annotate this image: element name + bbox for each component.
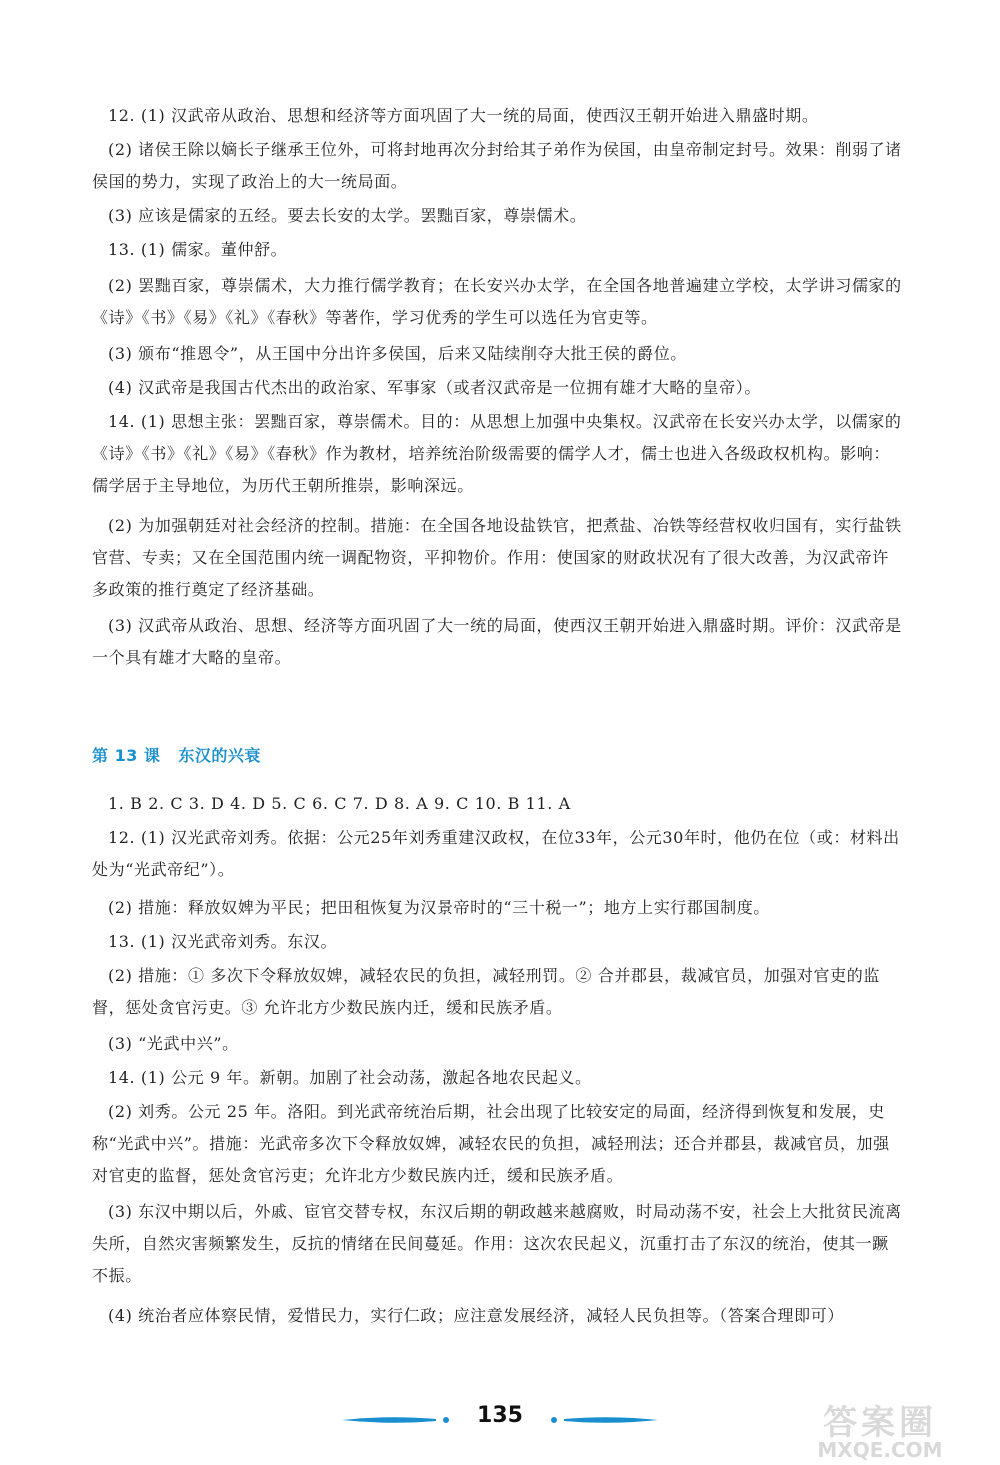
answer-line: (4) 汉武帝是我国古代杰出的政治家、军事家（或者汉武帝是一位拥有雄才大略的皇帝）。 xyxy=(108,378,761,397)
footer-left-line xyxy=(342,1417,436,1423)
footer-right-dot xyxy=(551,1417,557,1423)
answer-line: (3) 颁布“推恩令”，从王国中分出许多侯国，后来又陆续削夺大批王侯的爵位。 xyxy=(108,344,687,363)
answer-line: 14. (1) 思想主张：罢黜百家，尊崇儒术。目的：从思想上加强中央集权。汉武帝在长安兴办太学，以儒家的《诗》《书》《礼》《易》《春秋》作为教材，培养统治阶级需要的儒学人才，儒士也进入各级政权机构。影响：儒学居于主导地位，为历代王朝所推崇，影响深远。 xyxy=(92,412,902,495)
watermark-logo xyxy=(780,1395,980,1462)
page-number: 135 xyxy=(477,1403,523,1428)
answer-line: 12. (1) 汉光武帝刘秀。依据：公元25年刘秀重建汉政权，在位33年，公元30年时，他仍在位（或：材料出处为“光武帝纪”）。 xyxy=(92,828,900,879)
answer-line: (3) 汉武帝从政治、思想、经济等方面巩固了大一统的局面，使西汉王朝开始进入鼎盛时期。评价：汉武帝是一个具有雄才大略的皇帝。 xyxy=(92,616,902,667)
answer-line: (3) 东汉中期以后，外戚、宦官交替专权，东汉后期的朝政越来越腐败，时局动荡不安，社会上大批贫民流离失所，自然灾害频繁发生，反抗的情绪在民间蔓延。作用：这次农民起义，沉重打击了东汉的统治，使其一蹶不振。 xyxy=(92,1202,902,1285)
answer-line: (2) 为加强朝廷对社会经济的控制。措施：在全国各地设盐铁官，把煮盐、冶铁等经营权收归国有，实行盐铁官营、专卖；又在全国范围内统一调配物资，平抑物价。作用：使国家的财政状况有了很大改善，为汉武帝许多政策的推行奠定了经济基础。 xyxy=(92,516,902,599)
answer-line: 13. (1) 汉光武帝刘秀。东汉。 xyxy=(108,932,338,951)
footer-right-line xyxy=(564,1417,658,1423)
answer-line: 14. (1) 公元 9 年。新朝。加剧了社会动荡，激起各地农民起义。 xyxy=(108,1068,592,1087)
answer-line: (2) 罢黜百家，尊崇儒术，大力推行儒学教育；在长安兴办太学，在全国各地普遍建立学校，太学讲习儒家的《诗》《书》《易》《礼》《春秋》等著作，学习优秀的学生可以选任为官吏等。 xyxy=(92,276,902,327)
answer-line: (2) 措施：① 多次下令释放奴婢，减轻农民的负担，减轻刑罚。② 合并郡县，裁减官员，加强对官吏的监督，惩处贪官污吏。③ 允许北方少数民族内迁，缓和民族矛盾。 xyxy=(92,966,880,1017)
section-heading xyxy=(92,743,279,766)
answer-line: (3) 应该是儒家的五经。要去长安的太学。罢黜百家，尊崇儒术。 xyxy=(108,206,587,225)
answer-line: (2) 措施：释放奴婢为平民；把田租恢复为汉景帝时的“三十税一”；地方上实行郡国制度。 xyxy=(108,898,770,917)
lesson-number: 第 13 课 xyxy=(92,746,161,765)
watermark-url: MXQE.COM xyxy=(817,1438,943,1462)
lesson-title: 东汉的兴衰 xyxy=(178,746,261,765)
answer-line: 12. (1) 汉武帝从政治、思想和经济等方面巩固了大一统的局面，使西汉王朝开始进入鼎盛时期。 xyxy=(108,106,819,125)
answer-line: (3) “光武中兴”。 xyxy=(108,1034,239,1053)
footer-left-dot xyxy=(443,1417,449,1423)
answer-line: (2) 诸侯王除以嫡长子继承王位外，可将封地再次分封给其子弟作为侯国，由皇帝制定封号。效果：削弱了诸侯国的势力，实现了政治上的大一统局面。 xyxy=(92,140,902,191)
watermark-text: 答案圈 xyxy=(823,1403,937,1443)
answer-line: (4) 统治者应体察民情，爱惜民力，实行仁政；应注意发展经济，减轻人民负担等。（答案合理即可） xyxy=(108,1306,844,1325)
answer-line: (2) 刘秀。公元 25 年。洛阳。到光武帝统治后期，社会出现了比较安定的局面，经济得到恢复和发展，史称“光武中兴”。措施：光武帝多次下令释放奴婢，减轻农民的负担，减轻刑法；还合并郡县，裁减官员，加强对官吏的监督，惩处贪官污吏；允许北方少数民族内迁，缓和民族矛盾。 xyxy=(92,1102,890,1185)
answer-line: 13. (1) 儒家。董仲舒。 xyxy=(108,240,288,259)
answer-line: 1. B 2. C 3. D 4. D 5. C 6. C 7. D 8. A 9. C 10. B 11. A xyxy=(108,794,571,813)
